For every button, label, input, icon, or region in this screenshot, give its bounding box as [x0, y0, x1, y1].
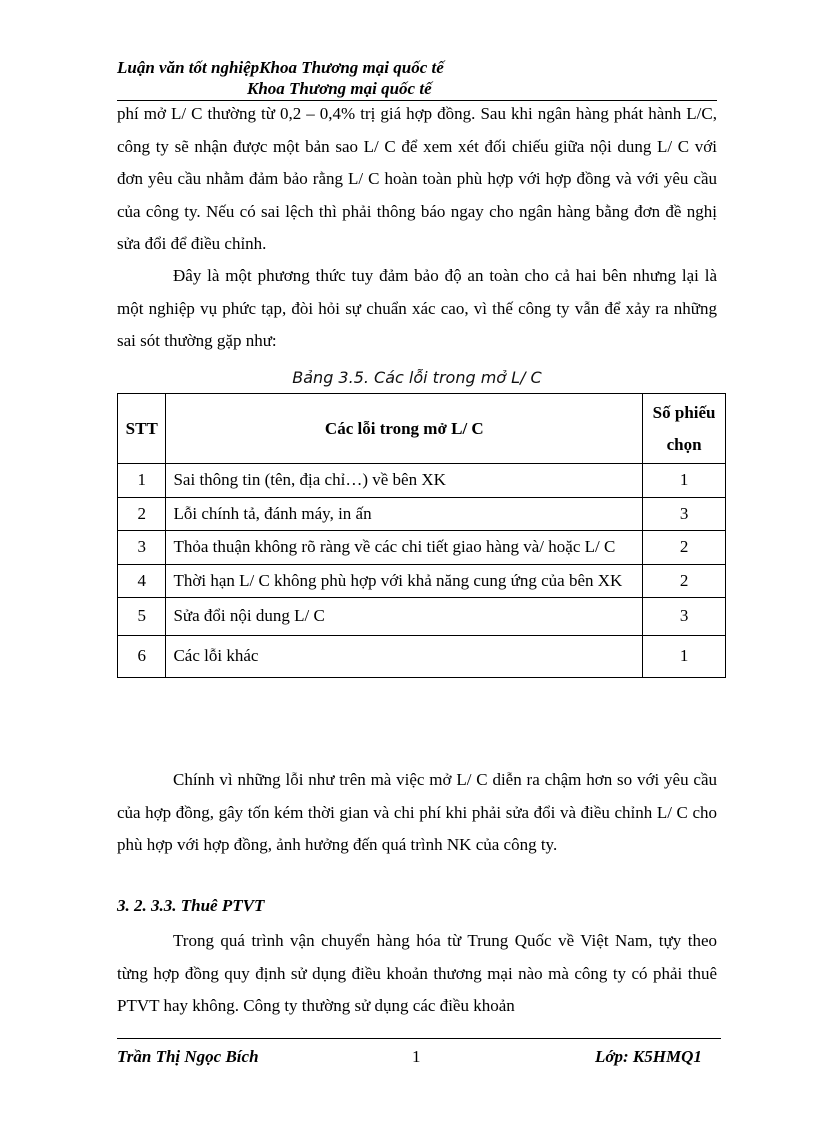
- table-header-row: [118, 394, 726, 464]
- table-caption: Bảng 3.5. Các lỗi trong mở L/ C: [292, 368, 542, 387]
- header-stt: STT: [118, 394, 166, 464]
- header-votes: Số phiếu chọn: [643, 394, 726, 464]
- table-row: [118, 636, 726, 678]
- cell-votes: 1: [643, 636, 726, 678]
- cell-stt: 1: [118, 464, 166, 498]
- cell-error: Thời hạn L/ C không phù hợp với khả năng cung ứng của bên XK: [166, 564, 643, 598]
- table-row: [118, 564, 726, 598]
- cell-stt: 3: [118, 531, 166, 565]
- cell-votes: 1: [643, 464, 726, 498]
- cell-stt: 2: [118, 497, 166, 531]
- paragraph-lc-method: Đây là một phương thức tuy đảm bảo độ an toàn cho cả hai bên nhưng lại là một nghiệp vụ phức tạp, đòi hỏi sự chuẩn xác cao, vì thế công ty vẫn để xảy ra những sai sót thường gặp như:: [117, 266, 717, 350]
- table-row: [118, 497, 726, 531]
- cell-votes: 3: [643, 598, 726, 636]
- footer-class: Lớp: K5HMQ1: [595, 1047, 702, 1066]
- cell-stt: 5: [118, 598, 166, 636]
- paragraph-lc-fee: phí mở L/ C thường từ 0,2 – 0,4% trị giá hợp đồng. Sau khi ngân hàng phát hành L/C, công ty sẽ nhận được một bản sao L/ C để xem xét đối chiếu giữa nội dung L/ C với đơn yêu cầu nhằm đảm bảo rằng L/ C hoàn toàn phù hợp với hợp đồng và với yêu cầu của công ty. Nếu có sai lệch thì phải thông báo ngay cho ngân hàng bằng đơn đề nghị sửa đổi để điều chỉnh.: [117, 104, 717, 253]
- footer-divider: [117, 1038, 721, 1039]
- paragraph-consequences: Chính vì những lỗi như trên mà việc mở L/ C diễn ra chậm hơn so với yêu cầu của hợp đồng, gây tốn kém thời gian và chi phí khi phải sửa đổi và điều chỉnh L/ C cho phù hợp với hợp đồng, ảnh hưởng đến quá trình NK của công ty.: [117, 770, 717, 854]
- footer-author: Trần Thị Ngọc Bích: [117, 1047, 259, 1066]
- cell-error: Các lỗi khác: [166, 636, 643, 678]
- cell-votes: 2: [643, 531, 726, 565]
- cell-error: Thỏa thuận không rõ ràng về các chi tiết giao hàng và/ hoặc L/ C: [166, 531, 643, 565]
- footer-page-number: 1: [412, 1047, 421, 1066]
- section-heading: 3. 2. 3.3. Thuê PTVT: [117, 896, 265, 915]
- cell-error: Lỗi chính tả, đánh máy, in ấn: [166, 497, 643, 531]
- cell-error: Sửa đổi nội dung L/ C: [166, 598, 643, 636]
- paragraph-transport: Trong quá trình vận chuyển hàng hóa từ Trung Quốc về Việt Nam, tựy theo từng hợp đồng quy định sử dụng điều khoản thương mại nào mà công ty có phải thuê PTVT hay không. Công ty thường sử dụng các điều khoản: [117, 931, 717, 1015]
- lc-errors-table: [117, 393, 726, 678]
- cell-votes: 3: [643, 497, 726, 531]
- table-row: [118, 531, 726, 565]
- header-title-line1: Luận văn tốt nghiệpKhoa Thương mại quốc tế: [117, 58, 444, 77]
- cell-stt: 4: [118, 564, 166, 598]
- header-title-line2: Khoa Thương mại quốc tế: [247, 79, 432, 98]
- cell-votes: 2: [643, 564, 726, 598]
- header-errors: Các lỗi trong mở L/ C: [166, 394, 643, 464]
- table-row: [118, 464, 726, 498]
- cell-stt: 6: [118, 636, 166, 678]
- cell-error: Sai thông tin (tên, địa chỉ…) về bên XK: [166, 464, 643, 498]
- table-row: [118, 598, 726, 636]
